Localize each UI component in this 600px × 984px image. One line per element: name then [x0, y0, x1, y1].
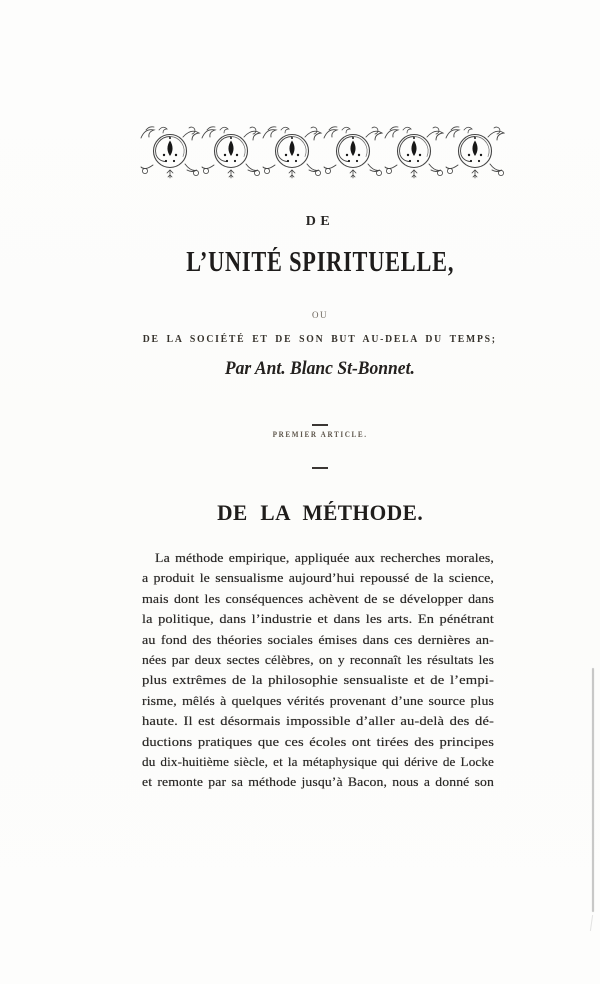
paragraph-line	[142, 650, 494, 670]
paragraph-line-text: haute. Il est désormais impossible d’aller au-delà des dé-	[142, 713, 495, 729]
paragraph-line-text: risme, mêlés à quelques vérités provenant d’une source plus	[142, 692, 494, 708]
title-connector-text: OU	[312, 310, 328, 320]
author-byline-text: Par Ant. Blanc St-Bonnet.	[224, 358, 416, 379]
rule-mark	[312, 424, 328, 426]
body-paragraph	[142, 548, 494, 793]
title-kicker	[40, 214, 600, 230]
paragraph-line	[142, 630, 494, 650]
page-edge-artifact-small	[590, 915, 593, 931]
paragraph-line-text: et remonte par sa méthode jusqu’à Bacon, nous a donné son	[142, 774, 494, 790]
paragraph-line	[142, 670, 494, 690]
paragraph-line-text: la politique, dans l’industrie et dans les arts. En pénétrant	[142, 611, 494, 627]
paragraph-line	[142, 752, 494, 772]
book-subtitle-text: DE LA SOCIÉTÉ ET DE SON BUT AU-DELA DU TEMPS;	[142, 333, 498, 345]
paragraph-line	[142, 589, 494, 609]
book-title	[40, 247, 600, 279]
title-kicker-text: DE	[305, 214, 335, 229]
paragraph-line-text: ductions pratiques que ces écoles ont tirées des principes	[142, 733, 495, 749]
paragraph-line-text: La méthode empirique, appliquée aux recherches morales,	[155, 550, 495, 565]
paragraph-line	[142, 732, 494, 752]
page-edge-artifact	[592, 668, 594, 912]
paragraph-line-text: au fond des théories sociales émises dans ces dernières an-	[142, 631, 494, 647]
separator-rule-bottom	[40, 456, 600, 474]
paragraph-line	[142, 691, 494, 711]
paragraph-line	[142, 568, 494, 588]
paragraph-line-text: nées par deux sectes célèbres, on y reconnaît les résultats les	[142, 651, 495, 667]
paragraph-line-text: plus extrêmes de la philosophie sensualiste et de l’empi-	[142, 672, 494, 688]
paragraph-line	[142, 772, 494, 792]
paragraph-line-text: a produit le sensualisme aujourd’hui repoussé de la science,	[142, 570, 495, 586]
rule-mark	[312, 467, 328, 469]
paragraph-line-text: du dix-huitième siècle, et la métaphysique qui dérive de Locke	[142, 753, 495, 769]
section-heading-text: DE LA MÉTHODE.	[216, 500, 424, 525]
separator-rule-top	[40, 413, 600, 431]
paragraph-line	[142, 609, 494, 629]
author-byline	[40, 358, 600, 380]
paragraph-line	[142, 711, 494, 731]
paragraph-line-text: mais dont les conséquences achèvent de se développer dans	[142, 590, 495, 606]
floral-scroll-frieze-icon	[139, 123, 505, 183]
paragraph-line	[142, 548, 494, 568]
article-label	[40, 430, 600, 439]
article-label-text: PREMIER ARTICLE.	[272, 430, 368, 439]
ornamental-frieze	[139, 123, 505, 183]
book-title-text: L’UNITÉ SPIRITUELLE,	[185, 247, 454, 278]
book-subtitle	[40, 333, 600, 345]
section-heading	[40, 500, 600, 526]
title-connector	[40, 310, 600, 320]
